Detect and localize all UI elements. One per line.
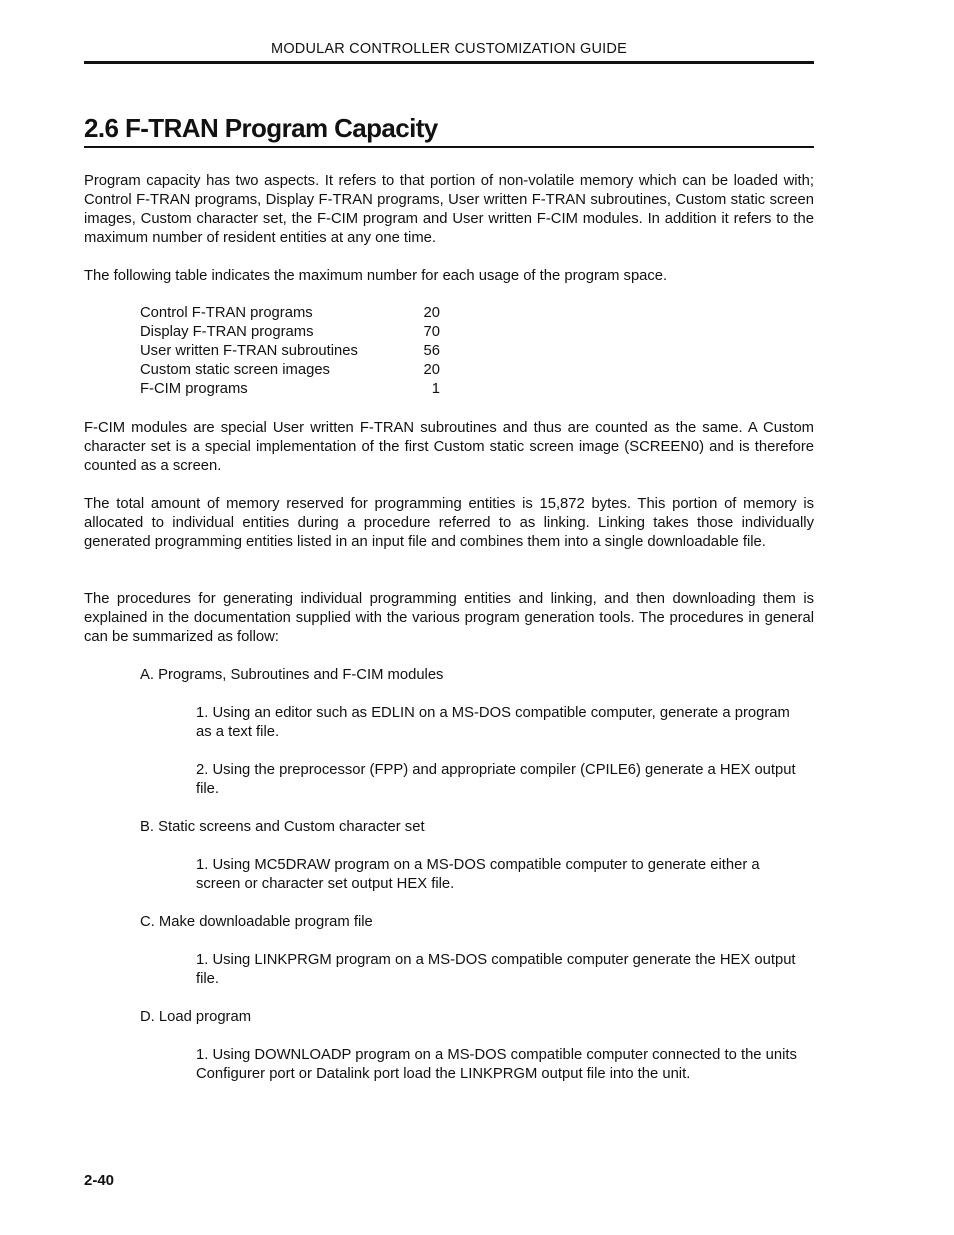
paragraph-procedures: The procedures for generating individual programming entities and linking, and then downloading them is explained in the documentation supplied with the various program generation tools. The procedures in general can be summarized as follow:	[84, 591, 814, 645]
procedure-heading-c: C. Make downloadable program file	[140, 914, 373, 930]
paragraph-table-intro: The following table indicates the maximum number for each usage of the program space.	[84, 268, 668, 284]
row-label: Display F-TRAN programs	[140, 324, 314, 340]
table-row	[140, 342, 440, 361]
row-label: F-CIM programs	[140, 381, 248, 397]
procedure-heading-a: A. Programs, Subroutines and F-CIM modules	[140, 667, 444, 683]
row-value: 20	[423, 305, 440, 321]
row-value: 70	[423, 324, 440, 340]
table-row	[140, 323, 440, 342]
table-row	[140, 304, 440, 323]
paragraph-intro: Program capacity has two aspects. It refers to that portion of non-volatile memory which can be loaded with; Control F-TRAN programs, Display F-TRAN programs, User written F-TRAN subroutines, Custom static screen images, Custom character set, the F-CIM program and User written F-CIM modules. In addition it refers to the maximum number of resident entities at any one time.	[84, 173, 814, 246]
row-label: User written F-TRAN subroutines	[140, 343, 358, 359]
row-value: 20	[423, 362, 440, 378]
procedure-heading-d: D. Load program	[140, 1009, 252, 1025]
paragraph-memory: The total amount of memory reserved for programming entities is 15,872 bytes. This portion of memory is allocated to individual entities during a procedure referred to as linking. Linking takes those individually generated programming entities listed in an input file and combines them into a single downloadable file.	[84, 496, 814, 550]
procedure-step: 1. Using LINKPRGM program on a MS-DOS compatible computer generate the HEX output file.	[196, 952, 796, 987]
row-label: Custom static screen images	[140, 362, 330, 378]
row-label: Control F-TRAN programs	[140, 305, 313, 321]
table-row	[140, 361, 440, 380]
running-header: MODULAR CONTROLLER CUSTOMIZATION GUIDE	[84, 40, 814, 64]
row-value: 56	[423, 343, 440, 359]
procedure-step: 1. Using MC5DRAW program on a MS-DOS compatible computer to generate either a screen or character set output HEX file.	[196, 857, 760, 892]
page-number: 2-40	[84, 1172, 115, 1189]
procedure-heading-b: B. Static screens and Custom character set	[140, 819, 425, 835]
section-title: 2.6 F-TRAN Program Capacity	[84, 112, 814, 148]
procedure-step: 1. Using DOWNLOADP program on a MS-DOS compatible computer connected to the units Configurer port or Datalink port load the LINKPRGM output file into the unit.	[196, 1047, 797, 1082]
procedure-step: 2. Using the preprocessor (FPP) and appropriate compiler (CPILE6) generate a HEX output file.	[196, 762, 796, 797]
procedure-step: 1. Using an editor such as EDLIN on a MS-DOS compatible computer, generate a program as a text file.	[196, 705, 790, 740]
capacity-table	[140, 304, 440, 399]
row-value: 1	[431, 381, 440, 397]
table-row	[140, 380, 440, 399]
paragraph-fcim: F-CIM modules are special User written F-TRAN subroutines and thus are counted as the same. A Custom character set is a special implementation of the first Custom static screen image (SCREEN0) and is therefore counted as a screen.	[84, 420, 814, 474]
